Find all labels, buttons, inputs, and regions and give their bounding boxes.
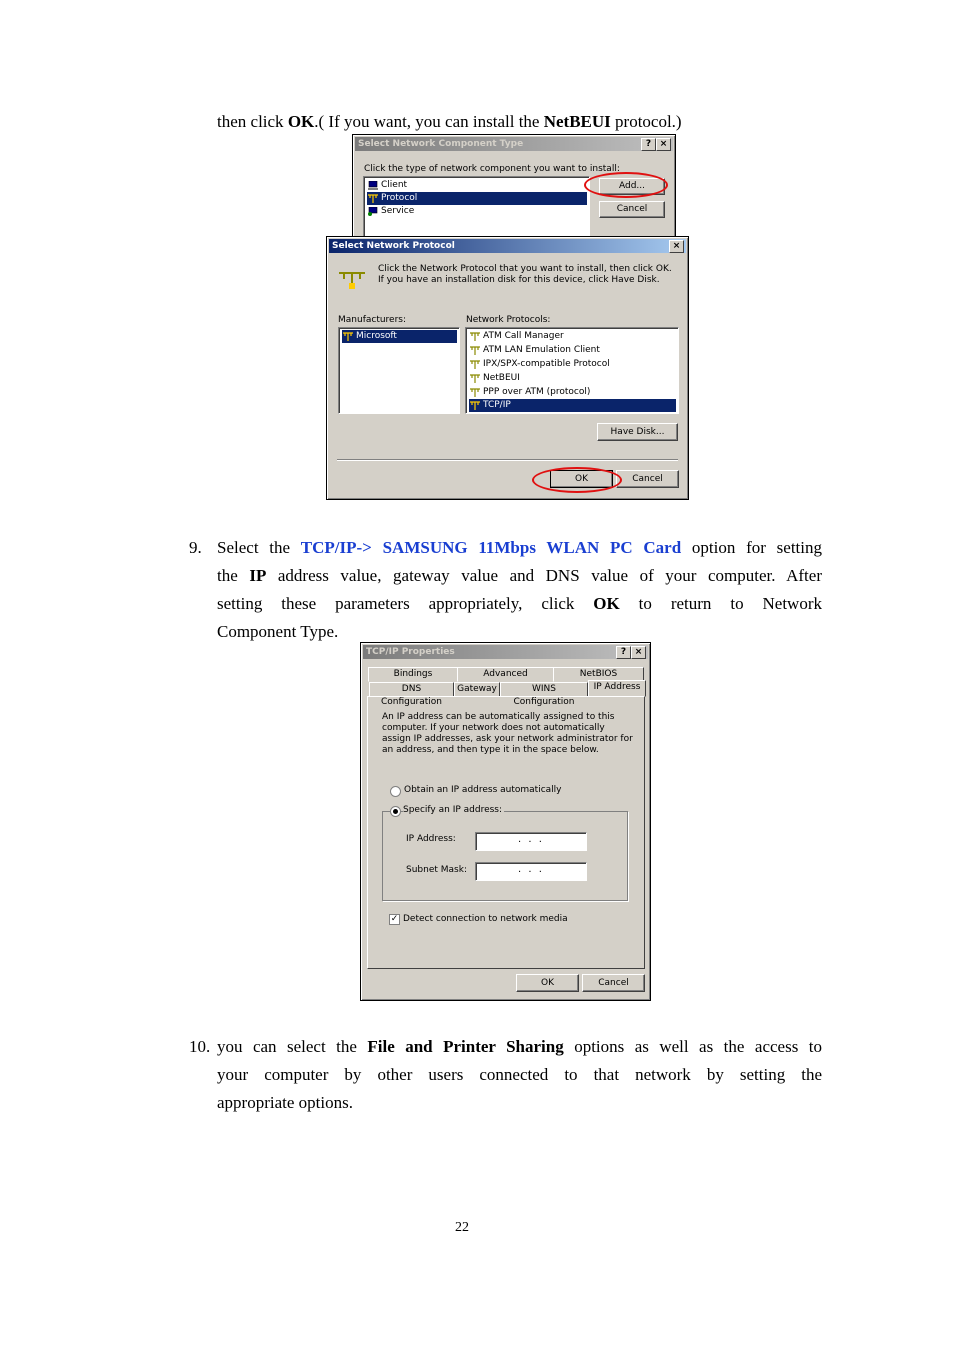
network-protocol-icon [470, 332, 480, 341]
tab-dns-configuration[interactable]: DNS Configuration [369, 682, 454, 697]
list-item-protocol[interactable]: NetBEUI [469, 372, 676, 385]
list-item-protocol[interactable]: IPX/SPX-compatible Protocol [469, 358, 676, 371]
list-item-protocol[interactable]: ATM LAN Emulation Client [469, 344, 676, 357]
service-icon [368, 207, 378, 216]
file-printer-sharing-bold: File and Printer Sharing [367, 1037, 564, 1056]
add-button[interactable]: Add... [599, 178, 665, 195]
separator [337, 459, 678, 461]
page-number: 22 [455, 1220, 469, 1235]
network-protocol-icon [470, 346, 480, 355]
network-protocol-icon [470, 374, 480, 383]
ip-address-label: IP Address: [406, 834, 456, 844]
manufacturers-list[interactable] [338, 327, 460, 414]
close-button[interactable]: × [669, 240, 684, 253]
list-item-service[interactable]: Service [367, 205, 587, 218]
help-button[interactable]: ? [616, 646, 631, 659]
tab-gateway[interactable]: Gateway [454, 682, 500, 697]
protocol-dialog-titlebar: Select Network Protocol × [329, 239, 686, 253]
ok-button[interactable]: OK [516, 974, 579, 992]
netbeui-bold: NetBEUI [543, 112, 611, 131]
protocol-description: Click the Network Protocol that you want to install, then click OK. If you have an installation disk for this device, click Have Disk. [378, 264, 672, 285]
network-protocol-icon [470, 388, 480, 397]
specify-ip-label: Specify an IP address: [403, 805, 503, 815]
tab-bindings[interactable]: Bindings [368, 667, 458, 682]
list-item-protocol[interactable]: ATM Call Manager [469, 330, 676, 343]
component-prompt: Click the type of network component you want to install: [364, 164, 620, 174]
ip-description: An IP address can be automatically assigned to this computer. If your network does not automatically assign IP addresses, ask your network administrator for an address, and then type it in the space below. [382, 712, 633, 755]
ok-button[interactable]: OK [550, 470, 613, 488]
subnet-mask-field[interactable]: . . . [475, 862, 587, 881]
cancel-button[interactable]: Cancel [599, 201, 665, 218]
network-protocol-icon [343, 332, 353, 341]
network-protocol-dialog [326, 236, 689, 500]
tab-netbios[interactable]: NetBIOS [553, 667, 644, 682]
list-item-client[interactable]: Client [367, 179, 587, 192]
tcpip-wlan-option: TCP/IP-> SAMSUNG 11Mbps WLAN PC Card [300, 538, 682, 557]
list-item-protocol[interactable]: Protocol [367, 192, 587, 205]
tcpip-dialog-titlebar: TCP/IP Properties ? × [363, 645, 648, 659]
obtain-ip-label: Obtain an IP address automatically [404, 785, 562, 795]
step-9-text: Select the TCP/IP-> SAMSUNG 11Mbps WLAN PC Card option for setting the IP address value, gateway value and DNS value of your computer. After setting these parameters appropriately, click OK to return to Network Component Type. [217, 538, 822, 641]
help-button[interactable]: ? [641, 138, 656, 151]
network-protocol-icon [368, 194, 378, 203]
step-10-text: you can select the File and Printer Sharing options as well as the access to your computer by other users connected to that network by setting the appropriate options. [217, 1037, 822, 1112]
tab-wins-configuration[interactable]: WINS Configuration [500, 682, 588, 697]
ip-address-field[interactable]: . . . [475, 832, 587, 851]
step-9-number: 9. [189, 538, 202, 557]
detect-connection-checkbox[interactable]: ✓ [390, 914, 399, 924]
cancel-button[interactable]: Cancel [616, 470, 679, 488]
computer-icon [368, 181, 378, 190]
specify-ip-group [382, 811, 628, 901]
list-item-protocol[interactable]: PPP over ATM (protocol) [469, 386, 676, 399]
obtain-ip-radio[interactable] [390, 786, 401, 797]
ip-address-panel [367, 696, 645, 969]
highlight-circle-ok [532, 467, 622, 493]
close-button[interactable]: × [656, 138, 671, 151]
network-protocol-icon [470, 401, 480, 410]
specify-ip-radio[interactable] [390, 806, 401, 817]
component-dialog-titlebar: Select Network Component Type ? × [355, 137, 673, 151]
list-item-microsoft[interactable]: Microsoft [342, 330, 457, 343]
network-protocol-icon [339, 269, 365, 289]
network-protocols-list[interactable] [465, 327, 679, 414]
tcpip-properties-dialog [360, 642, 651, 1001]
tab-advanced[interactable]: Advanced [457, 667, 554, 682]
close-button[interactable]: × [631, 646, 646, 659]
subnet-mask-label: Subnet Mask: [406, 865, 467, 875]
step-10-number: 10. [189, 1037, 211, 1056]
intro-text: then click OK.( If you want, you can install the NetBEUI protocol.) [217, 112, 682, 131]
tab-ip-address[interactable]: IP Address [588, 680, 646, 697]
network-protocol-icon [470, 360, 480, 369]
have-disk-button[interactable]: Have Disk... [597, 423, 678, 441]
cancel-button[interactable]: Cancel [582, 974, 645, 992]
highlight-circle-add [584, 172, 668, 198]
ok-bold: OK [287, 112, 315, 131]
detect-connection-label: Detect connection to network media [403, 914, 568, 924]
manufacturers-label: Manufacturers: [338, 315, 407, 325]
list-item-tcpip[interactable]: TCP/IP [469, 399, 676, 412]
network-protocols-label: Network Protocols: [466, 315, 551, 325]
